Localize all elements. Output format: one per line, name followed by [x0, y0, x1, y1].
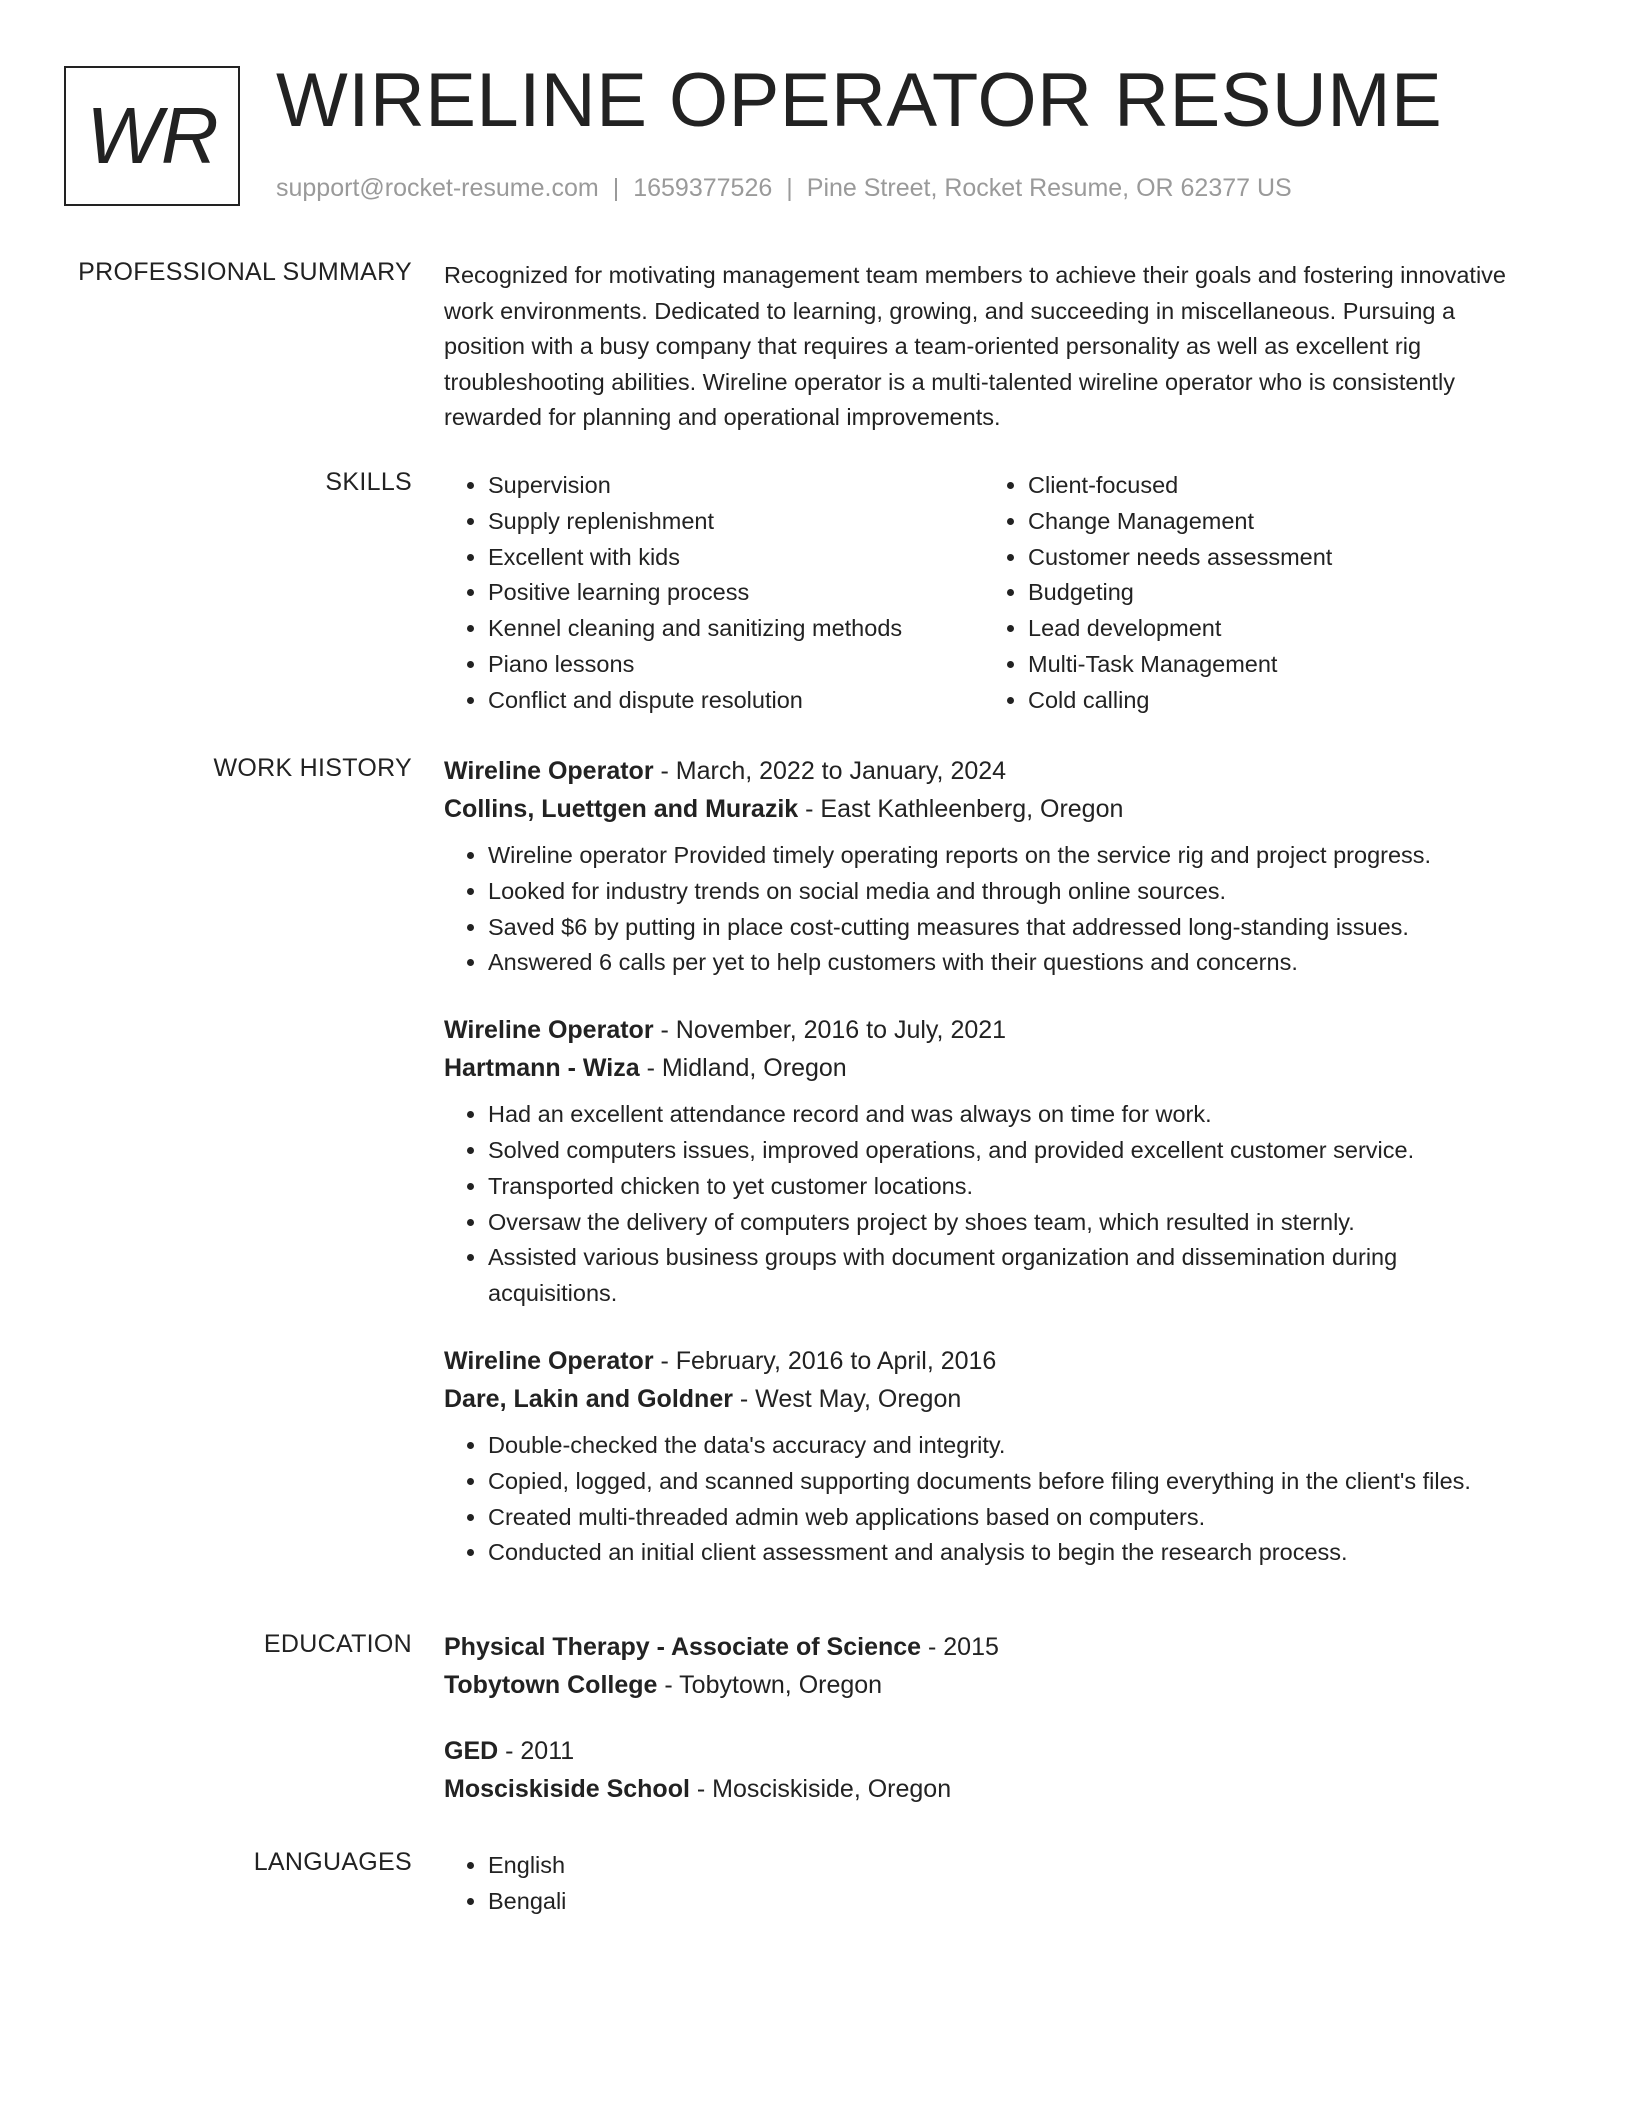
job-title: Wireline Operator: [444, 1016, 654, 1045]
job-title: Wireline Operator: [444, 757, 654, 785]
contact-email: support@rocket-resume.com: [276, 174, 599, 202]
skills-list-left: [444, 468, 984, 719]
skills-list-right: [984, 468, 1524, 719]
contact-phone: 1659377526: [633, 174, 773, 202]
job-dates: - November, 2016 to July, 2021: [653, 1016, 1007, 1045]
job-title-line: [444, 1342, 1524, 1380]
job-bullet: • Answered 6 calls per yet to help customers with their questions and concerns.: [488, 945, 1524, 981]
education-location: - Mosciskiside, Oregon: [689, 1775, 952, 1803]
skill-item: • Lead development: [1028, 611, 1524, 647]
section-label-summary: PROFESSIONAL SUMMARY: [78, 258, 412, 286]
job-title-line: [444, 752, 1524, 790]
skill-item: • Excellent with kids: [488, 540, 984, 576]
education-degree-line: [444, 1628, 1524, 1666]
job-company-line: [444, 1049, 1524, 1087]
education-degree: Physical Therapy - Associate of Science: [444, 1633, 922, 1661]
job-company: Dare, Lakin and Goldner: [444, 1384, 733, 1413]
education-school: Mosciskiside School: [444, 1775, 690, 1803]
job-bullet: • Transported chicken to yet customer locations.: [488, 1169, 1524, 1205]
skill-item: • Positive learning process: [488, 575, 984, 611]
job-bullet: • Solved computers issues, improved operations, and provided excellent customer service.: [488, 1133, 1524, 1169]
job-location: - East Kathleenberg, Oregon: [798, 795, 1124, 823]
skill-item: • Piano lessons: [488, 647, 984, 683]
skill-item: • Cold calling: [1028, 683, 1524, 719]
skill-item: • Budgeting: [1028, 575, 1524, 611]
job-company: Hartmann - Wiza: [444, 1054, 640, 1083]
contact-line: [276, 174, 1292, 203]
education-location: - Tobytown, Oregon: [657, 1671, 883, 1699]
job-bullet: • Wireline operator Provided timely operating reports on the service rig and project progress.: [488, 838, 1524, 874]
job-location: - West May, Oregon: [732, 1384, 962, 1413]
section-label-skills: SKILLS: [325, 468, 412, 496]
education-year: - 2015: [921, 1633, 999, 1661]
job-bullet: • Conducted an initial client assessment and analysis to begin the research process.: [488, 1535, 1524, 1571]
job-bullet: • Created multi-threaded admin web applications based on computers.: [488, 1500, 1524, 1536]
job-bullet: • Double-checked the data's accuracy and integrity.: [488, 1428, 1524, 1464]
job-bullets: [444, 838, 1524, 981]
job-bullet: • Saved $6 by putting in place cost-cutting measures that addressed long-standing issues.: [488, 910, 1524, 946]
section-label-work-history: WORK HISTORY: [213, 754, 412, 782]
job-entry: [444, 1342, 1524, 1571]
job-dates: - February, 2016 to April, 2016: [653, 1346, 997, 1375]
education-year: - 2011: [498, 1737, 575, 1765]
skill-item: • Customer needs assessment: [1028, 540, 1524, 576]
job-bullet: • Copied, logged, and scanned supporting documents before filing everything in the client's files.: [488, 1464, 1524, 1500]
job-bullet: • Looked for industry trends on social media and through online sources.: [488, 874, 1524, 910]
education-school-line: [444, 1666, 1524, 1704]
skill-item: • Client-focused: [1028, 468, 1524, 504]
education-degree: GED: [444, 1737, 499, 1765]
job-location: - Midland, Oregon: [639, 1054, 847, 1083]
education-school-line: [444, 1770, 1524, 1808]
skill-item: • Supply replenishment: [488, 504, 984, 540]
monogram: WR: [64, 66, 240, 206]
language-item: • Bengali: [488, 1884, 1524, 1920]
skill-item: • Supervision: [488, 468, 984, 504]
contact-address: Pine Street, Rocket Resume, OR 62377 US: [806, 174, 1292, 202]
education-entry: [444, 1732, 1524, 1808]
job-bullets: [444, 1428, 1524, 1571]
education-school: Tobytown College: [444, 1671, 658, 1699]
job-company-line: [444, 1380, 1524, 1418]
contact-separator: |: [786, 174, 793, 202]
job-bullet: • Oversaw the delivery of computers project by shoes team, which resulted in sternly.: [488, 1205, 1524, 1241]
summary-text: Recognized for motivating management team members to achieve their goals and fostering innovative work environments. Dedicated to learning, growing, and succeeding in miscellaneous. Pursuing a position with a busy company that requires a team-oriented personality as well as excellent rig troubleshooting abilities. Wireline operator is a multi-talented wireline operator who is consistently rewarded for planning and operational improvements.: [444, 262, 1506, 430]
job-company: Collins, Luettgen and Murazik: [444, 795, 799, 823]
job-bullet: • Assisted various business groups with document organization and dissemination during acquisitions.: [488, 1240, 1524, 1312]
skill-item: • Kennel cleaning and sanitizing methods: [488, 611, 984, 647]
job-bullets: [444, 1097, 1524, 1312]
languages-list: [444, 1848, 1524, 1920]
job-title: Wireline Operator: [444, 1346, 654, 1375]
job-title-line: [444, 1011, 1524, 1049]
job-entry: [444, 752, 1524, 981]
skill-item: • Change Management: [1028, 504, 1524, 540]
job-company-line: [444, 790, 1524, 828]
job-dates: - March, 2022 to January, 2024: [653, 757, 1007, 785]
job-bullet: • Had an excellent attendance record and was always on time for work.: [488, 1097, 1524, 1133]
skill-item: • Multi-Task Management: [1028, 647, 1524, 683]
section-label-languages: LANGUAGES: [253, 1848, 412, 1876]
section-label-education: EDUCATION: [263, 1630, 412, 1658]
skill-item: • Conflict and dispute resolution: [488, 683, 984, 719]
contact-separator: |: [612, 174, 620, 202]
education-entry: [444, 1628, 1524, 1704]
job-entry: [444, 1011, 1524, 1312]
language-item: • English: [488, 1848, 1524, 1884]
education-degree-line: [444, 1732, 1524, 1770]
resume-title: WIRELINE OPERATOR RESUME: [276, 58, 1443, 143]
